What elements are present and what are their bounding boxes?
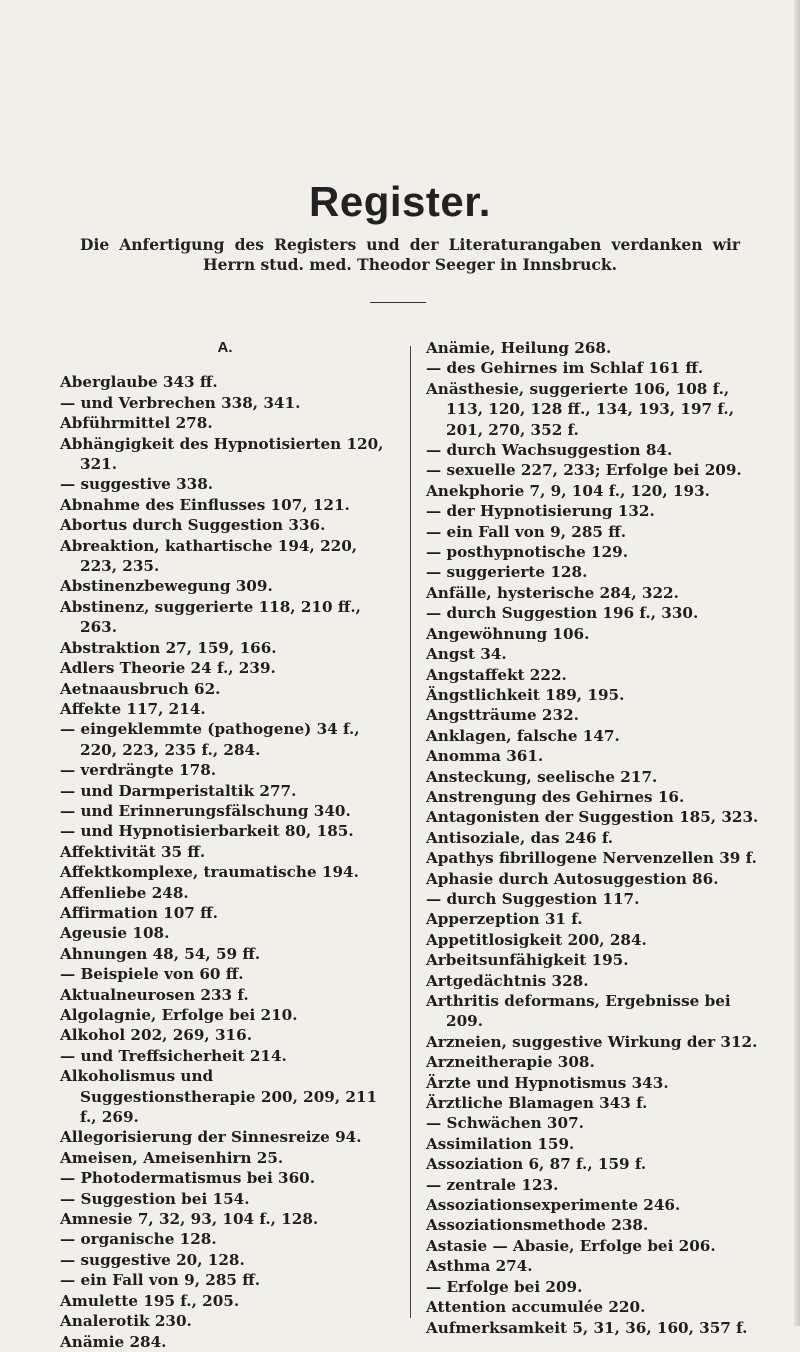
index-entry: Abstinenzbewegung 309. — [60, 577, 273, 596]
index-entry: — durch Suggestion 196 f., 330. — [426, 604, 699, 623]
index-entry: Analerotik 230. — [60, 1312, 192, 1331]
index-entry: Assoziationsmethode 238. — [426, 1216, 649, 1235]
index-entry: Abstinenz, suggerierte 118, 210 ff., 263. — [60, 597, 361, 637]
index-entry: Abführmittel 278. — [60, 414, 213, 433]
index-entry: Amnesie 7, 32, 93, 104 f., 128. — [60, 1210, 319, 1229]
index-entry: Astasie — Abasie, Erfolge bei 206. — [426, 1236, 716, 1255]
index-entry: Anstrengung des Gehirnes 16. — [426, 787, 685, 806]
index-entry: Adlers Theorie 24 f., 239. — [60, 659, 276, 678]
index-entry: — des Gehirnes im Schlaf 161 ff. — [426, 359, 704, 378]
index-entry: Angstaffekt 222. — [426, 665, 567, 684]
column-divider — [410, 346, 411, 1318]
section-letter: A. — [217, 339, 233, 356]
index-entry: Abnahme des Einflusses 107, 121. — [60, 495, 350, 514]
index-entry: — durch Wachsuggestion 84. — [426, 441, 673, 460]
index-entry: Arzneien, suggestive Wirkung der 312. — [426, 1032, 758, 1051]
index-entry: — suggestive 20, 128. — [60, 1250, 245, 1269]
index-entry: Assoziation 6, 87 f., 159 f. — [426, 1155, 647, 1174]
index-entry: — Erfolge bei 209. — [426, 1277, 583, 1296]
index-entry: Arzneitherapie 308. — [426, 1053, 595, 1072]
index-entry: Angstträume 232. — [426, 706, 579, 725]
index-entry: Abortus durch Suggestion 336. — [60, 516, 326, 535]
index-entry: — verdrängte 178. — [60, 761, 217, 780]
title-divider — [370, 302, 426, 303]
index-list-right — [426, 338, 766, 1338]
index-entry: — der Hypnotisierung 132. — [426, 502, 655, 521]
index-entry: — und Treffsicherheit 214. — [60, 1046, 287, 1065]
index-entry: — Suggestion bei 154. — [60, 1189, 250, 1208]
index-entry: Ärztliche Blamagen 343 f. — [426, 1094, 648, 1113]
index-entry: Alkoholismus und Suggestionstherapie 200, 209, 211 f., 269. — [60, 1067, 378, 1127]
index-entry: Aktualneurosen 233 f. — [60, 985, 249, 1004]
index-entry: — posthypnotische 129. — [426, 543, 629, 562]
index-entry: Assoziationsexperimente 246. — [426, 1196, 681, 1215]
index-entry: Ängstlichkeit 189, 195. — [426, 685, 625, 704]
index-entry: Affektkomplexe, traumatische 194. — [60, 863, 359, 882]
index-entry: — durch Suggestion 117. — [426, 889, 640, 908]
index-entry: — ein Fall von 9, 285 ff. — [60, 1271, 261, 1290]
index-entry: Artgedächtnis 328. — [426, 971, 589, 990]
index-entry: Abreaktion, kathartische 194, 220, 223, 235. — [60, 536, 358, 576]
index-entry: Antagonisten der Suggestion 185, 323. — [426, 808, 759, 827]
index-entry: Antisoziale, das 246 f. — [426, 828, 614, 847]
index-column-left — [60, 338, 390, 1352]
index-entry: Anämie 284. — [60, 1332, 167, 1351]
index-entry: — suggerierte 128. — [426, 563, 588, 582]
index-entry: Angewöhnung 106. — [426, 624, 590, 643]
index-entry: Ansteckung, seelische 217. — [426, 767, 658, 786]
index-entry: Affekte 117, 214. — [60, 699, 206, 718]
index-entry: Attention accumulée 220. — [426, 1298, 646, 1317]
index-entry: — organische 128. — [60, 1230, 217, 1249]
index-entry: Aberglaube 343 ff. — [60, 373, 218, 392]
index-entry: Ärzte und Hypnotismus 343. — [426, 1073, 669, 1092]
index-entry: Ageusie 108. — [60, 924, 170, 943]
index-entry: Angst 34. — [426, 645, 507, 664]
index-entry: Anklagen, falsche 147. — [426, 726, 620, 745]
index-entry: Alkohol 202, 269, 316. — [60, 1026, 252, 1045]
index-entry: — eingeklemmte (pathogene) 34 f., 220, 223, 235 f., 284. — [60, 720, 360, 759]
intro-note: Die Anfertigung des Registers und der Literaturangaben verdanken wir Herrn stud. med. Theodor Seeger in Innsbruck. — [80, 235, 740, 274]
index-entry: Arbeitsunfähigkeit 195. — [426, 951, 629, 970]
index-column-right — [426, 338, 766, 1338]
index-entry: Algolagnie, Erfolge bei 210. — [60, 1006, 298, 1024]
index-entry: — und Hypnotisierbarkeit 80, 185. — [60, 822, 354, 841]
index-entry: — Beispiele von 60 ff. — [60, 965, 244, 984]
index-entry: Anämie, Heilung 268. — [426, 339, 612, 357]
index-entry: Affektivität 35 ff. — [60, 842, 206, 861]
page-edge — [794, 0, 800, 1326]
index-entry: Affenliebe 248. — [60, 883, 189, 902]
index-entry: Appetitlosigkeit 200, 284. — [426, 930, 647, 949]
index-entry: Apperzeption 31 f. — [426, 910, 583, 929]
index-entry: Ameisen, Ameisenhirn 25. — [60, 1148, 284, 1167]
index-entry: Aphasie durch Autosuggestion 86. — [426, 869, 719, 888]
index-entry: Abhängigkeit des Hypnotisierten 120, 321. — [60, 434, 384, 474]
index-entry: Apathys fibrillogene Nervenzellen 39 f. — [426, 849, 757, 868]
index-entry: Anekphorie 7, 9, 104 f., 120, 193. — [426, 481, 710, 500]
index-entry: — Schwächen 307. — [426, 1114, 584, 1133]
index-entry: — Photodermatismus bei 360. — [60, 1169, 316, 1188]
index-entry: Asthma 274. — [426, 1257, 533, 1276]
index-entry: Anfälle, hysterische 284, 322. — [426, 583, 679, 602]
index-entry: Aufmerksamkeit 5, 31, 36, 160, 357 f. — [426, 1318, 748, 1337]
index-entry: — und Erinnerungsfälschung 340. — [60, 801, 351, 820]
index-entry: Anomma 361. — [426, 747, 544, 766]
index-entry: Aetnaausbruch 62. — [60, 679, 221, 698]
index-entry: — suggestive 338. — [60, 475, 214, 494]
index-entry: — und Darmperistaltik 277. — [60, 781, 297, 800]
index-entry: Anästhesie, suggerierte 106, 108 f., 113, 120, 128 ff., 134, 193, 197 f., 201, 270, 352 f. — [426, 379, 734, 439]
index-entry: Arthritis deformans, Ergebnisse bei 209. — [426, 992, 731, 1031]
index-entry: Allegorisierung der Sinnesreize 94. — [60, 1128, 362, 1147]
index-list-left — [60, 372, 390, 1352]
index-entry: Amulette 195 f., 205. — [60, 1291, 240, 1310]
index-entry: Ahnungen 48, 54, 59 ff. — [60, 944, 261, 963]
index-entry: — sexuelle 227, 233; Erfolge bei 209. — [426, 461, 742, 480]
page-title: Register. — [309, 178, 491, 225]
index-entry: — zentrale 123. — [426, 1175, 559, 1194]
index-entry: — und Verbrechen 338, 341. — [60, 393, 301, 412]
index-entry: Abstraktion 27, 159, 166. — [60, 638, 277, 657]
index-entry: — ein Fall von 9, 285 ff. — [426, 522, 627, 541]
index-entry: Assimilation 159. — [426, 1134, 575, 1153]
index-entry: Affirmation 107 ff. — [60, 903, 218, 922]
